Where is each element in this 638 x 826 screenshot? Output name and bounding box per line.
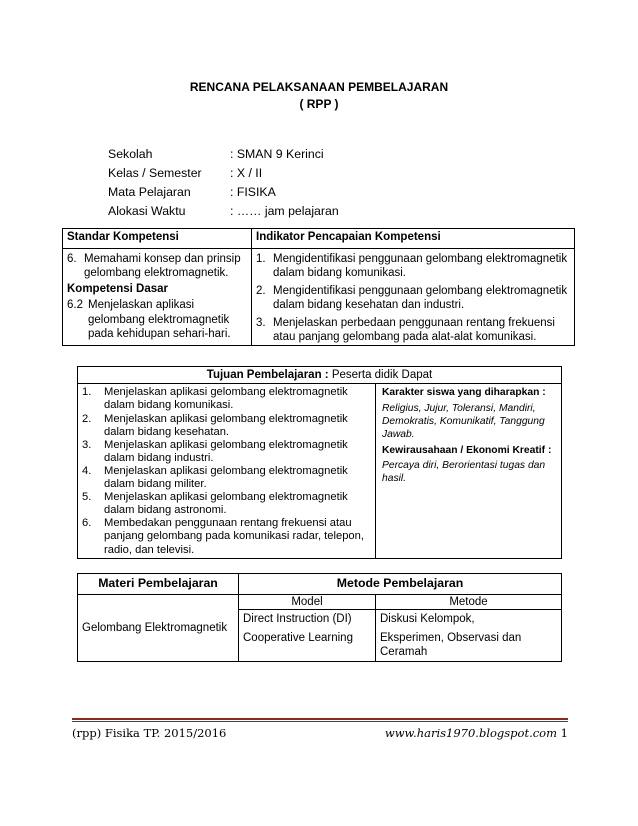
ipk-header: Indikator Pencapaian Kompetensi bbox=[252, 229, 575, 249]
karakter-cell bbox=[376, 384, 562, 558]
info-label: Kelas / Semester bbox=[108, 166, 202, 180]
info-label: Alokasi Waktu bbox=[108, 204, 186, 218]
materi-value: Gelombang Elektromagnetik bbox=[78, 595, 239, 662]
footer-rule-thin bbox=[72, 721, 568, 722]
metode-cell bbox=[376, 610, 562, 661]
sk-header: Standar Kompetensi bbox=[63, 229, 252, 249]
tujuan-header-rest: Peserta didik Dapat bbox=[328, 369, 433, 381]
info-label: Sekolah bbox=[108, 147, 153, 161]
kompetensi-table bbox=[62, 228, 575, 346]
document-subtitle: ( RPP ) bbox=[299, 97, 339, 111]
kewirausahaan-text: Percaya diri, Berorientasi tugas dan hasil. bbox=[382, 460, 546, 485]
page-number: 1 bbox=[560, 726, 568, 740]
kd-text: Menjelaskan aplikasi gelombang elektromagnetik pada kehidupan sehari-hari. bbox=[88, 299, 231, 340]
kd-item bbox=[67, 298, 247, 341]
materi-header: Materi Pembelajaran bbox=[78, 574, 239, 595]
footer-url: www.haris1970.blogspot.com bbox=[384, 726, 558, 740]
model-item: Cooperative Learning bbox=[243, 631, 353, 644]
list-item: 1. Mengidentifikasi penggunaan gelombang elektromagnetik dalam bidang komunikasi. bbox=[256, 253, 568, 280]
model-label: Model bbox=[239, 595, 376, 610]
tujuan-header-bold: Tujuan Pembelajaran : bbox=[206, 369, 329, 381]
kd-header: Kompetensi Dasar bbox=[67, 282, 168, 295]
indikator-cell bbox=[252, 249, 575, 346]
metode-item: Eksperimen, Observasi dan Ceramah bbox=[380, 631, 522, 659]
metode-header: Metode Pembelajaran bbox=[239, 574, 562, 595]
kd-number: 6.2 bbox=[67, 299, 83, 312]
list-item: 5. Menjelaskan aplikasi gelombang elektromagnetik dalam bidang astronomi. bbox=[82, 491, 348, 517]
model-cell bbox=[239, 610, 376, 661]
model-item: Direct Instruction (DI) bbox=[243, 613, 352, 626]
list-item: 1. Menjelaskan aplikasi gelombang elektromagnetik dalam bidang komunikasi. bbox=[82, 386, 348, 412]
tujuan-list-cell bbox=[78, 384, 376, 558]
info-value: : X / II bbox=[230, 166, 263, 180]
sk-number: 6. bbox=[67, 253, 77, 265]
info-row-alokasi bbox=[108, 204, 339, 223]
info-row-kelas bbox=[108, 166, 339, 185]
info-label: Mata Pelajaran bbox=[108, 185, 191, 199]
metode-label: Metode bbox=[376, 595, 562, 610]
metode-item: Diskusi Kelompok, bbox=[380, 613, 475, 626]
kewirausahaan-header: Kewirausahaan / Ekonomi Kreatif : bbox=[382, 445, 552, 457]
footer-left: (rpp) Fisika TP. 2015/2016 bbox=[72, 726, 227, 740]
info-row-mapel bbox=[108, 185, 339, 204]
sk-text: Memahami konsep dan prinsip gelombang elektromagnetik. bbox=[84, 253, 241, 280]
list-item: 3. Menjelaskan perbedaan penggunaan rentang frekuensi atau panjang gelombang pada alat-alat komunikasi. bbox=[256, 316, 555, 343]
info-row-sekolah bbox=[108, 147, 339, 166]
karakter-header: Karakter siswa yang diharapkan : bbox=[382, 387, 546, 399]
sk-item bbox=[67, 252, 247, 281]
sk-cell bbox=[63, 249, 252, 346]
info-block bbox=[108, 147, 339, 223]
karakter-text: Religius, Jujur, Toleransi, Mandiri, Demokratis, Komunikatif, Tanggung Jawab. bbox=[382, 402, 545, 440]
list-item: 4. Menjelaskan aplikasi gelombang elektromagnetik dalam bidang militer. bbox=[82, 464, 348, 491]
info-value: : …… jam pelajaran bbox=[230, 204, 339, 218]
tujuan-header bbox=[78, 367, 562, 384]
info-value: : SMAN 9 Kerinci bbox=[230, 147, 324, 161]
document-title: RENCANA PELAKSANAAN PEMBELAJARAN bbox=[189, 80, 449, 94]
footer-rule bbox=[72, 718, 568, 720]
materi-table bbox=[77, 573, 562, 662]
list-item: 6. Membedakan penggunaan rentang frekuensi atau panjang gelombang pada komunikasi radar, telepon, radio, dan televisi. bbox=[82, 517, 364, 556]
footer-right bbox=[385, 726, 568, 740]
footer bbox=[72, 726, 568, 740]
info-value: : FISIKA bbox=[230, 185, 276, 199]
list-item: 3. Menjelaskan aplikasi gelombang elektromagnetik dalam bidang industri. bbox=[82, 438, 348, 464]
tujuan-list bbox=[82, 386, 372, 556]
list-item: 2. Mengidentifikasi penggunaan gelombang elektromagnetik dalam bidang kesehatan dan industri. bbox=[256, 284, 568, 312]
tujuan-table bbox=[77, 366, 562, 559]
list-item: 2. Menjelaskan aplikasi gelombang elektromagnetik dalam bidang kesehatan. bbox=[82, 412, 348, 438]
indikator-list bbox=[256, 252, 570, 344]
